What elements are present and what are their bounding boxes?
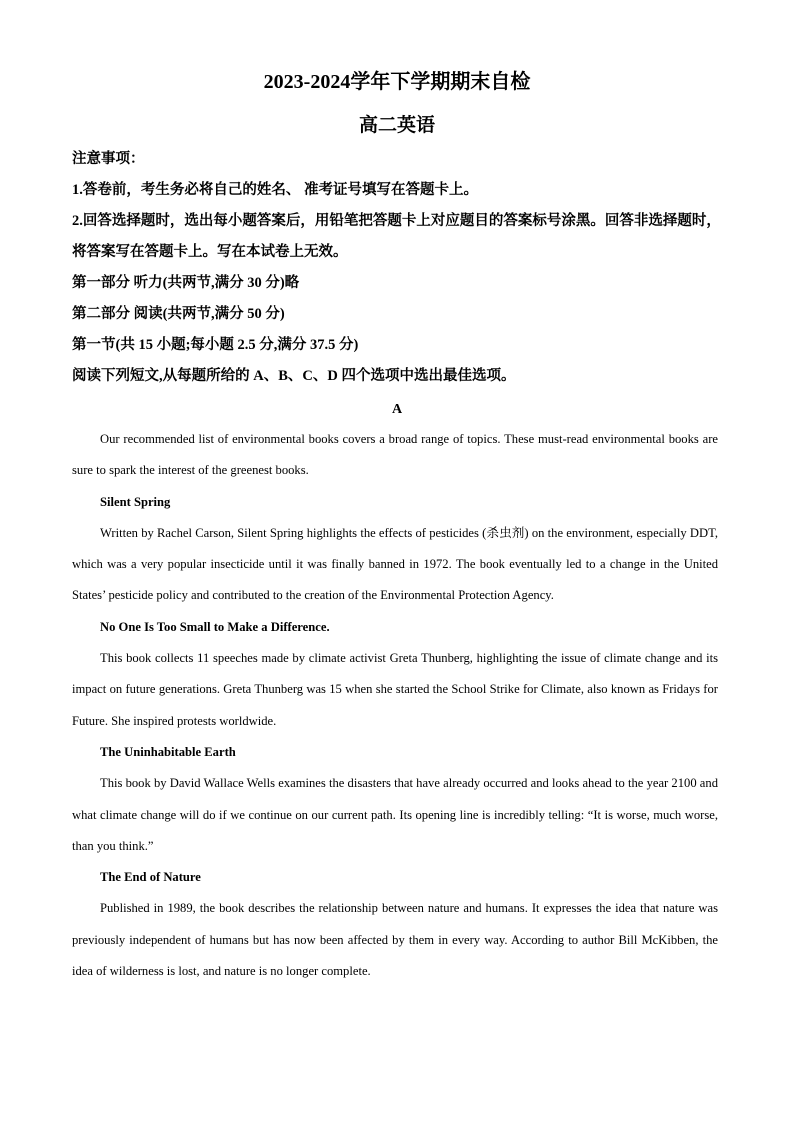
passage-intro: Our recommended list of environmental books covers a broad range of topics. These must-read environmental books are sure to spark the interest of the greenest books. [72,432,718,478]
exam-subtitle: 高二英语 [358,115,435,136]
book-title-uninhabitable-earth: The Uninhabitable Earth [100,744,236,759]
book-title-silent-spring: Silent Spring [100,494,171,509]
notice-item-2: 2.回答选择题时，选出每小题答案后，用铅笔把答题卡上对应题目的答案标号涂黑。回答非选择题时，将答案写在答题卡上。写在本试卷上无效。 [72,213,721,260]
passage-body [72,424,718,987]
notice-block [72,144,722,392]
book-title-no-one-too-small: No One Is Too Small to Make a Difference. [100,619,330,634]
book-title-end-of-nature: The End of Nature [100,870,201,885]
book-text-uninhabitable-earth: This book by David Wallace Wells examines the disasters that have already occurred and looks ahead to the year 2100 and what climate change will do if we continue on our current path. Its opening line is incredibly telling: “It is worse, much worse, than you think.” [72,776,718,853]
book-text-end-of-nature: Published in 1989, the book describes the relationship between nature and humans. It expresses the idea that nature was previously independent of humans but has now been affected by them in every way. According to author Bill McKibben, the idea of wilderness is lost, and nature is no longer complete. [72,901,718,979]
notice-label: 注意事项： [72,151,145,167]
exam-title: 2023-2024学年下学期期末自检 [263,71,531,93]
book-text-silent-spring: Written by Rachel Carson, Silent Spring highlights the effects of pesticides (杀虫剂) on the environment, especially DDT, which was a very popular insecticide until it was finally banned in 1972. The book eventually led to a change in the United States’ pesticide policy and contributed to the creation of the Environmental Protection Agency. [72,525,718,603]
part-2-heading: 第二部分 阅读(共两节,满分 50 分) [72,306,285,322]
reading-instruction: 阅读下列短文,从每题所给的 A、B、C、D 四个选项中选出最佳选项。 [72,368,516,384]
section-1-heading: 第一节(共 15 小题;每小题 2.5 分,满分 37.5 分) [72,337,359,353]
book-text-no-one-too-small: This book collects 11 speeches made by climate activist Greta Thunberg, highlighting the issue of climate change and its impact on future generations. Greta Thunberg was 15 when she started the School Strike for Climate, also known as Fridays for Future. She inspired protests worldwide. [72,651,718,728]
passage-letter: A [391,402,403,417]
notice-item-1: 1.答卷前，考生务必将自己的姓名、 准考证号填写在答题卡上。 [72,182,478,198]
part-1-heading: 第一部分 听力(共两节,满分 30 分)略 [72,275,300,291]
